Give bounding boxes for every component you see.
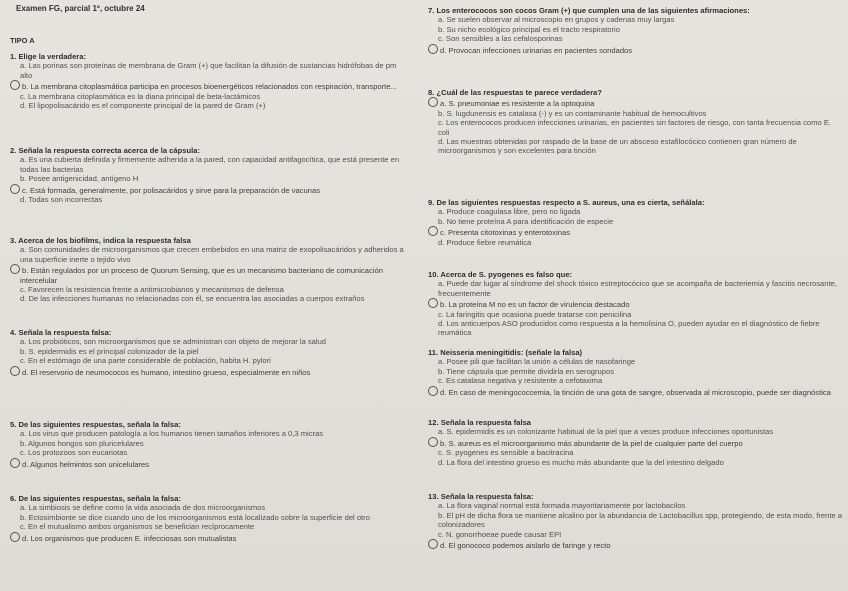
selected-circle-icon bbox=[428, 44, 438, 54]
answer-option[interactable] bbox=[10, 285, 405, 294]
question-text bbox=[428, 198, 843, 207]
answer-option[interactable] bbox=[428, 44, 843, 55]
question-stem: Señala la respuesta falsa: bbox=[18, 328, 112, 337]
answer-text: d. Las muestras obtenidas por raspado de la base de un absceso estafilocócico contienen gran número de microorganismos y son excelentes para tinción bbox=[438, 137, 797, 156]
answer-text: b. S. aureus es el microorganismo más abundante de la piel de cualquier parte del cuerpo bbox=[440, 438, 743, 448]
answer-option[interactable] bbox=[428, 458, 843, 467]
answer-option[interactable] bbox=[10, 184, 405, 195]
answer-text: c. Está formada, generalmente, por polisacáridos y sirve para la preparación de vacunas bbox=[22, 185, 321, 195]
answer-option[interactable] bbox=[10, 439, 405, 448]
answer-text: b. No tiene proteína A para identificación de especie bbox=[438, 216, 614, 226]
answer-text: c. Presenta citotoxinas y enterotoxinas bbox=[440, 228, 571, 238]
answer-text: b. Su nicho ecológico principal es el tracto respiratorio bbox=[438, 24, 620, 34]
answer-text: c. Los enterococos producen infecciones urinarias, en pacientes sin factores de riesgo, con tanta frecuencia como E. coli bbox=[438, 118, 831, 137]
answer-option[interactable] bbox=[428, 97, 843, 108]
answer-text: d. El reservorio de neumococos es humano, intestino grueso, especialmente en niños bbox=[22, 367, 311, 377]
answer-text: d. Los organismos que producen E. infecciosas son mutualistas bbox=[22, 533, 237, 543]
answer-option[interactable] bbox=[10, 522, 405, 531]
answer-option[interactable] bbox=[428, 226, 843, 237]
question-number: 2. bbox=[10, 146, 17, 155]
answer-text: a. Las porinas son proteínas de membrana de Gram (+) que facilitan la difusión de sustancias hidrófobas de pm alto bbox=[20, 61, 397, 80]
answer-option[interactable] bbox=[10, 294, 405, 303]
question-stem: ¿Cuál de las respuestas te parece verdadera? bbox=[436, 88, 602, 97]
question-stem: De las siguientes respuestas, señala la falsa: bbox=[18, 420, 181, 429]
question-stem: De las siguientes respuestas respecto a S. aureus, una es cierta, señálala: bbox=[436, 198, 705, 207]
question-text bbox=[428, 270, 843, 279]
answer-option[interactable] bbox=[428, 357, 843, 366]
question-text bbox=[10, 52, 405, 61]
answer-text: a. S. epidermidis es un colonizante habitual de la piel que a veces produce infecciones oportunistas bbox=[438, 427, 774, 437]
answer-text: d. De las infecciones humanas no relacionadas con él, se encuentra las asociadas a cuerpos extraños bbox=[20, 294, 365, 304]
answer-option[interactable] bbox=[428, 386, 843, 397]
answer-text: a. La flora vaginal normal está formada mayoritariamente por lactobacilos bbox=[438, 501, 686, 511]
answer-option[interactable] bbox=[428, 448, 843, 457]
answer-text: c. La membrana citoplasmática es la diana principal de beta-lactámicos bbox=[20, 91, 261, 101]
answer-option[interactable] bbox=[10, 155, 405, 174]
answer-option[interactable] bbox=[428, 319, 843, 338]
answer-option[interactable] bbox=[10, 347, 405, 356]
answer-text: a. S. pneumoniae es resistente a la optoquina bbox=[440, 99, 595, 109]
question-stem: Acerca de los biofilms, indica la respuesta falsa bbox=[18, 236, 191, 245]
answer-option[interactable] bbox=[10, 532, 405, 543]
question-number: 11. bbox=[428, 348, 439, 357]
answer-text: a. Se suelen observar al microscopio en grupos y cadenas muy largas bbox=[438, 15, 675, 25]
question-6 bbox=[10, 494, 405, 543]
answer-text: d. Produce fiebre reumática bbox=[438, 237, 532, 247]
question-stem: Señala la respuesta falsa bbox=[440, 418, 532, 427]
answer-text: a. Los virus que producen patología a los humanos tienen tamaños inferiores a 0,3 micras bbox=[20, 429, 324, 439]
answer-option[interactable] bbox=[10, 245, 405, 264]
answer-text: d. Algunos helmintos son unicelulares bbox=[22, 459, 150, 469]
selected-circle-icon bbox=[10, 532, 20, 542]
exam-type: TIPO A bbox=[10, 36, 35, 45]
selected-circle-icon bbox=[10, 366, 20, 376]
answer-option[interactable] bbox=[10, 195, 405, 204]
answer-option[interactable] bbox=[10, 513, 405, 522]
answer-text: a. Los probióticos, son microorganismos que se administran con objeto de mejorar la salud bbox=[20, 337, 327, 347]
question-stem: Los enterococos son cocos Gram (+) que cumplen una de las siguientes afirmaciones: bbox=[436, 6, 750, 15]
answer-option[interactable] bbox=[428, 118, 843, 137]
question-text bbox=[10, 236, 405, 245]
answer-option[interactable] bbox=[428, 279, 843, 298]
answer-text: b. Tiene cápsula que permite dividirla en serogrupos bbox=[438, 366, 615, 376]
answer-text: c. Favorecen la resistencia frente a antimicrobianos y mecanismos de defensa bbox=[20, 285, 284, 295]
answer-text: d. Todas son incorrectas bbox=[20, 195, 103, 205]
question-text bbox=[428, 6, 843, 15]
answer-option[interactable] bbox=[10, 458, 405, 469]
answer-text: a. La simbiosis se define como la vida asociada de dos microorganismos bbox=[20, 503, 266, 513]
answer-option[interactable] bbox=[10, 366, 405, 377]
question-number: 3. bbox=[10, 236, 17, 245]
answer-text: d. El lipopolisacárido es el componente principal de la pared de Gram (+) bbox=[20, 101, 266, 111]
answer-option[interactable] bbox=[428, 530, 843, 539]
answer-option[interactable] bbox=[10, 92, 405, 101]
selected-circle-icon bbox=[428, 539, 438, 549]
question-text bbox=[428, 348, 843, 357]
answer-option[interactable] bbox=[10, 101, 405, 110]
answer-text: d. Los anticuerpos ASO producidos como respuesta a la hemolisina O, pueden ayudar en el diagnóstico de fiebre reumática bbox=[438, 319, 820, 338]
question-number: 5. bbox=[10, 420, 17, 429]
answer-option[interactable] bbox=[428, 109, 843, 118]
answer-text: c. Los protozoos son eucariotas bbox=[20, 448, 128, 458]
question-text bbox=[10, 328, 405, 337]
answer-option[interactable] bbox=[428, 376, 843, 385]
answer-text: a. Es una cubierta definida y firmemente adherida a la pared, con capacidad antifagocítica, que está presente en todas las bacterias bbox=[20, 155, 400, 174]
answer-text: a. Posee pili que facilitan la unión a células de nasofaringe bbox=[438, 357, 636, 367]
answer-option[interactable] bbox=[428, 238, 843, 247]
answer-text: d. La flora del intestino grueso es mucho más abundante que la del intestino delgado bbox=[438, 457, 724, 467]
question-7 bbox=[428, 6, 843, 55]
question-number: 12. bbox=[428, 418, 439, 427]
question-number: 4. bbox=[10, 328, 17, 337]
question-text bbox=[10, 494, 405, 503]
answer-text: b. Posee antigenicidad, antígeno H bbox=[20, 174, 139, 184]
answer-option[interactable] bbox=[10, 174, 405, 183]
selected-circle-icon bbox=[10, 80, 20, 90]
answer-text: a. Puede dar lugar al síndrome del shock tóxico estreptocócico que se acompaña de bacteriemia y fascitis necrosante, frecuentemente bbox=[438, 279, 837, 298]
answer-text: b. El pH de dicha flora se mantiene alcalino por la abundancia de Lactobacillus spp, protegiendo, de esta modo, frente a colonizadores bbox=[438, 510, 842, 530]
question-number: 9. bbox=[428, 198, 435, 207]
answer-option[interactable] bbox=[428, 25, 843, 34]
selected-circle-icon bbox=[428, 97, 438, 107]
question-text bbox=[10, 146, 405, 155]
selected-circle-icon bbox=[428, 386, 438, 396]
exam-header: Examen FG, parcial 1º, octubre 24 bbox=[16, 4, 145, 13]
answer-option[interactable] bbox=[10, 337, 405, 346]
answer-text: b. Ectosimbionte se dice cuando uno de los microorganismos está localizado sobre la superficie del otro bbox=[20, 512, 370, 522]
question-stem: Acerca de S. pyogenes es falso que: bbox=[440, 270, 573, 279]
question-number: 10. bbox=[428, 270, 439, 279]
answer-option[interactable] bbox=[428, 137, 843, 156]
answer-text: a. Son comunidades de microorganismos que crecen embebidos en una matriz de exopolisacáridos y adheridos a una superficie inerte o tejido vivo bbox=[20, 245, 404, 264]
answer-option[interactable] bbox=[428, 34, 843, 43]
question-text bbox=[428, 492, 843, 501]
answer-option[interactable] bbox=[10, 264, 405, 285]
question-number: 8. bbox=[428, 88, 435, 97]
answer-option[interactable] bbox=[428, 427, 843, 436]
question-4 bbox=[10, 328, 405, 377]
answer-option[interactable] bbox=[10, 356, 405, 365]
question-5 bbox=[10, 420, 405, 469]
question-12 bbox=[428, 418, 843, 467]
answer-text: d. En caso de meningococcemia, la tinción de una gota de sangre, observada al microscopio, puede ser diagnóstica bbox=[440, 387, 831, 397]
answer-text: c. Son sensibles a las cefalosporinas bbox=[438, 34, 563, 44]
answer-text: c. La faringitis que ocasiona puede tratarse con penicilina bbox=[438, 309, 632, 319]
question-text bbox=[428, 88, 843, 97]
selected-circle-icon bbox=[428, 226, 438, 236]
answer-text: b. S. epidermidis es el principal colonizador de la piel bbox=[20, 346, 199, 356]
answer-option[interactable] bbox=[428, 207, 843, 216]
answer-text: b. La membrana citoplasmática participa en procesos bioenergéticos relacionados con respiración, transporte... bbox=[22, 82, 397, 92]
question-stem: Señala la respuesta correcta acerca de la cápsula: bbox=[18, 146, 200, 155]
question-3 bbox=[10, 236, 405, 304]
answer-option[interactable] bbox=[428, 539, 843, 550]
question-number: 7. bbox=[428, 6, 435, 15]
question-2 bbox=[10, 146, 405, 204]
question-stem: Señala la respuesta falsa: bbox=[440, 492, 534, 501]
question-11 bbox=[428, 348, 843, 397]
question-1 bbox=[10, 52, 405, 110]
answer-option[interactable] bbox=[10, 503, 405, 512]
question-9 bbox=[428, 198, 843, 247]
question-8 bbox=[428, 88, 843, 156]
answer-text: b. Algunos hongos son pluricelulares bbox=[20, 438, 144, 448]
answer-text: d. Provocan infecciones urinarias en pacientes sondados bbox=[440, 45, 633, 55]
question-13 bbox=[428, 492, 843, 550]
answer-option[interactable] bbox=[428, 437, 843, 448]
question-number: 1. bbox=[10, 52, 17, 61]
selected-circle-icon bbox=[428, 437, 438, 447]
answer-option[interactable] bbox=[428, 217, 843, 226]
answer-text: c. S. pyogenes es sensible a bacitracina bbox=[438, 448, 574, 458]
question-number: 6. bbox=[10, 494, 17, 503]
selected-circle-icon bbox=[10, 458, 20, 468]
selected-circle-icon bbox=[10, 264, 20, 274]
question-10 bbox=[428, 270, 843, 338]
question-text bbox=[428, 418, 843, 427]
answer-option[interactable] bbox=[428, 501, 843, 510]
selected-circle-icon bbox=[10, 184, 20, 194]
answer-option[interactable] bbox=[10, 429, 405, 438]
answer-option[interactable] bbox=[428, 298, 843, 309]
answer-text: c. En el mutualismo ambos organismos se benefician recíprocamente bbox=[20, 522, 255, 532]
answer-text: a. Produce coagulasa libre, pero no ligada bbox=[438, 207, 581, 217]
question-stem: Elige la verdadera: bbox=[18, 52, 87, 61]
answer-text: b. Están regulados por un proceso de Quorum Sensing, que es un mecanismo bacteriano de comunicación intercelular bbox=[20, 266, 383, 285]
question-stem: De las siguientes respuestas, señala la falsa: bbox=[18, 494, 181, 503]
answer-option[interactable] bbox=[428, 310, 843, 319]
answer-option[interactable] bbox=[428, 367, 843, 376]
answer-text: c. N. gonorrhoeae puede causar EPI bbox=[438, 529, 562, 539]
answer-text: c. En el estómago de una parte considerable de población, habita H. pylori bbox=[20, 356, 271, 366]
answer-option[interactable] bbox=[428, 15, 843, 24]
answer-text: b. La proteína M no es un factor de virulencia destacado bbox=[440, 300, 630, 310]
question-number: 13. bbox=[428, 492, 439, 501]
question-stem: Neisseria meningitidis: (señale la falsa) bbox=[440, 348, 583, 357]
answer-option[interactable] bbox=[10, 448, 405, 457]
answer-option[interactable] bbox=[10, 80, 405, 91]
question-text bbox=[10, 420, 405, 429]
answer-text: c. Es catalasa negativa y resistente a cefotaxima bbox=[438, 376, 603, 386]
answer-option[interactable] bbox=[10, 61, 405, 80]
selected-circle-icon bbox=[428, 298, 438, 308]
answer-text: b. S. lugdunensis es catalasa (-) y es un contaminante habitual de hemocultivos bbox=[438, 108, 707, 118]
answer-option[interactable] bbox=[428, 511, 843, 530]
answer-text: d. El gonococo podemos aislarlo de faringe y recto bbox=[440, 541, 611, 551]
